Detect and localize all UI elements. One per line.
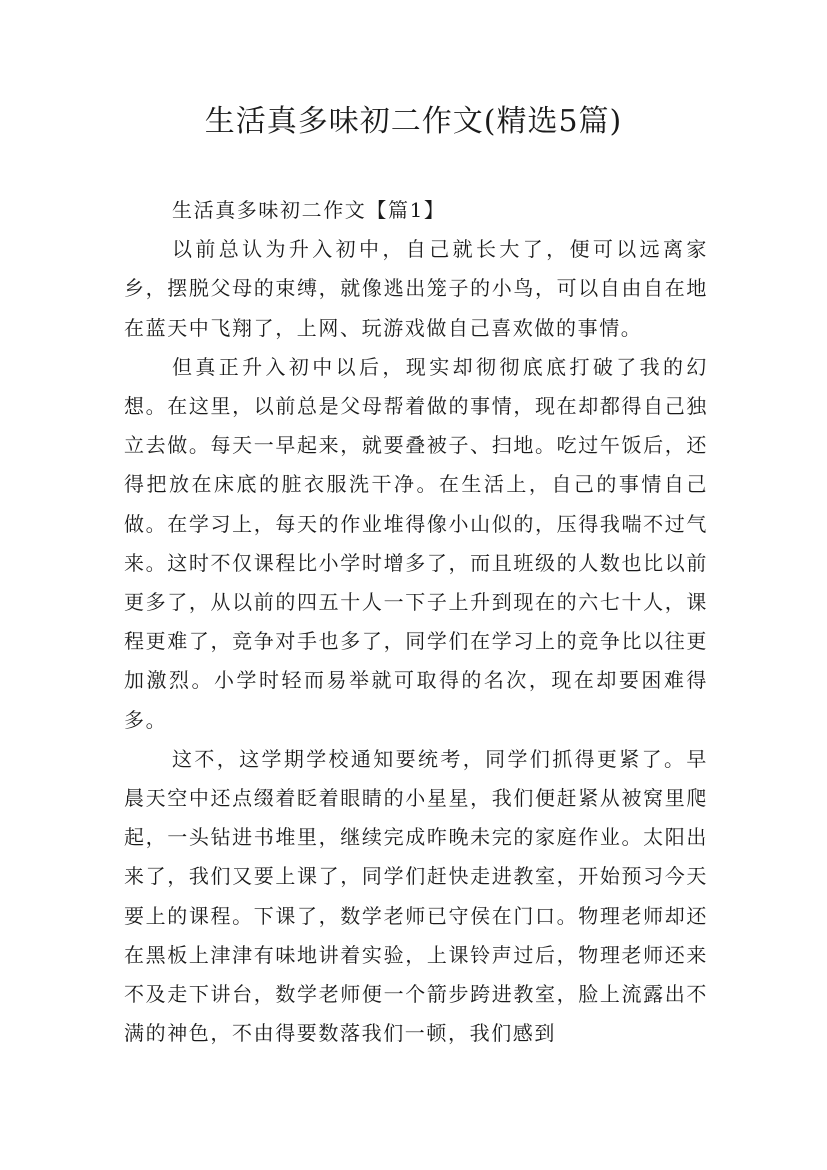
paragraph-1: 以前总认为升入初中，自己就长大了，便可以远离家乡，摆脱父母的束缚，就像逃出笼子的小鸟，可以自由自在地在蓝天中飞翔了，上网、玩游戏做自己喜欢做的事情。: [124, 237, 708, 340]
document-body: [124, 191, 708, 1053]
paragraph-3: 这不，这学期学校通知要统考，同学们抓得更紧了。早晨天空中还点缀着眨着眼睛的小星星，我们便赶紧从被窝里爬起，一头钻进书堆里，继续完成昨晚未完的家庭作业。太阳出来了，我们又要上课了，同学们赶快走进教室，开始预习今天要上的课程。下课了，数学老师已守侯在门口。物理老师却还在黑板上津津有味地讲着实验，上课铃声过后，物理老师还来不及走下讲台，数学老师便一个箭步跨进教室，脸上流露出不满的神色，不由得要数落我们一顿，我们感到: [124, 746, 708, 1046]
document-title: 生活真多味初二作文(精选5篇): [204, 104, 623, 139]
paragraph-2: 但真正升入初中以后，现实却彻彻底底打破了我的幻想。在这里，以前总是父母帮着做的事情，现在却都得自己独立去做。每天一早起来，就要叠被子、扫地。吃过午饭后，还得把放在床底的脏衣服洗干净。在生活上，自己的事情自己做。在学习上，每天的作业堆得像小山似的，压得我喘不过气来。这时不仅课程比小学时增多了，而且班级的人数也比以前更多了，从以前的四五十人一下子上升到现在的六七十人，课程更难了，竞争对手也多了，同学们在学习上的竞争比以往更加激烈。小学时轻而易举就可取得的名次，现在却要困难得多。: [124, 354, 708, 732]
section-heading: 生活真多味初二作文【篇1】: [172, 198, 446, 222]
